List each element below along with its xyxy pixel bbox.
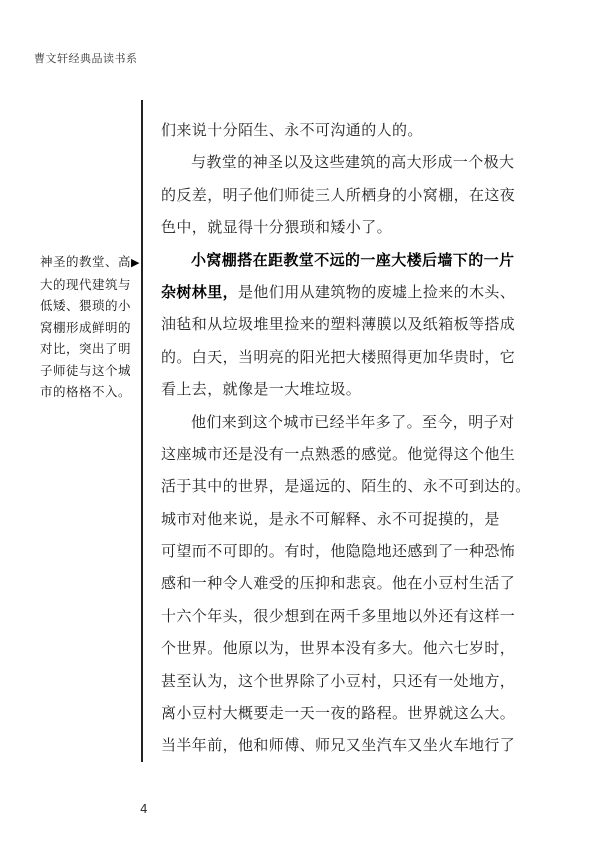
annotation-line: 市的格格不入。 xyxy=(40,384,132,399)
margin-annotation xyxy=(40,251,140,403)
annotation-line: 窝棚形成鲜明的 xyxy=(40,319,132,335)
annotation-line: 神圣的教堂、高▶ xyxy=(40,254,140,269)
text-line: 离小豆村大概要走一天一夜的路程。世界就这么大。 xyxy=(161,704,516,723)
text-line: 油毡和从垃圾堆里捡来的塑料薄膜以及纸箱板等搭成 xyxy=(161,315,516,334)
series-title: 曹文轩经典品读书系 xyxy=(34,52,138,65)
page-number: 4 xyxy=(140,802,148,816)
text-line: 小窝棚搭在距教堂不远的一座大楼后墙下的一片 xyxy=(191,250,515,269)
text-line: 他们来到这个城市已经半年多了。至今，明子对 xyxy=(191,412,515,431)
annotation-line: 低矮、猥琐的小 xyxy=(40,298,132,313)
text-line: 这座城市还是没有一点熟悉的感觉。他觉得这个他生 xyxy=(161,444,516,463)
text-line: 感和一种令人难受的压抑和悲哀。他在小豆村生活了 xyxy=(161,574,516,593)
pointer-arrow-icon: ▶ xyxy=(131,256,140,269)
text-line: 甚至认为，这个世界除了小豆村，只还有一处地方， xyxy=(161,671,516,690)
body-text xyxy=(161,114,531,762)
text-line: 的。白天，当明亮的阳光把大楼照得更加华贵时，它 xyxy=(161,347,516,366)
text-line: 当半年前，他和师傅、师兄又坐汽车又坐火车地行了 xyxy=(161,736,516,755)
text-line: 看上去，就像是一大堆垃圾。 xyxy=(161,380,362,399)
text-line: 个世界。他原以为，世界本没有多大。他六七岁时， xyxy=(161,639,516,658)
text-line: 城市对他来说，是永不可解释、永不可捉摸的，是 xyxy=(161,509,500,528)
annotation-line: 对比，突出了明 xyxy=(40,341,132,356)
text-line: 十六个年头，很少想到在两千多里地以外还有这样一 xyxy=(161,606,516,625)
text-line: 活于其中的世界，是遥远的、陌生的、永不可到达的。 xyxy=(161,477,531,496)
text-line: 们来说十分陌生、永不可沟通的人的。 xyxy=(161,121,423,139)
text-line: 与教堂的神圣以及这些建筑的高大形成一个极大 xyxy=(191,153,515,172)
text-line: 色中，就显得十分猥琐和矮小了。 xyxy=(161,218,393,237)
annotation-line: 子师徒与这个城 xyxy=(40,362,132,378)
text-line: 可望而不可即的。有时，他隐隐地还感到了一种恐怖 xyxy=(161,542,516,561)
text-line: 的反差，明子他们师徒三人所栖身的小窝棚，在这夜 xyxy=(161,185,516,204)
margin-divider xyxy=(141,100,143,762)
text-line: 杂树林里，是他们用从建筑物的废墟上捡来的木头、 xyxy=(161,282,516,301)
annotation-line: 大的现代建筑与 xyxy=(40,276,132,292)
